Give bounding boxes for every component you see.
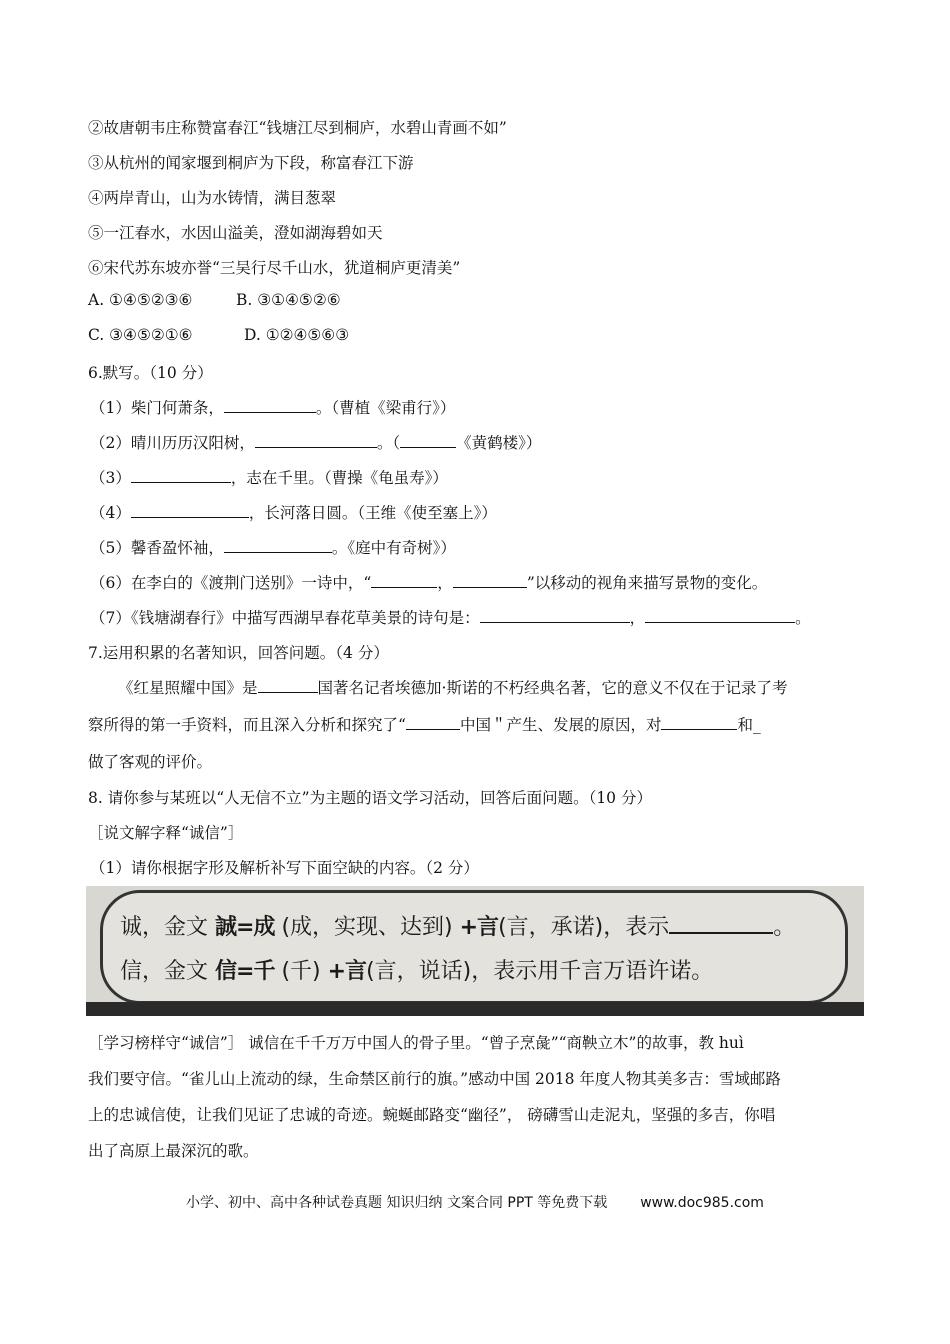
option-5: ⑤一江春水，水因山溢美，澄如湖海碧如天 <box>88 224 383 242</box>
answer-blank[interactable] <box>131 502 249 519</box>
q6-item-4: （4） ，长河落日圆。（王维《使至塞上》） <box>90 501 497 523</box>
photo-cropped-text-band <box>86 1002 864 1016</box>
q7-paragraph-line-1: 《红星照耀中国》是 国著名记者埃德加·斯诺的不朽经典名著，它的意义不仅在于记录了考 <box>118 676 787 698</box>
textbook-photo <box>86 886 864 1016</box>
learning-paragraph-line-2: 我们要守信。“雀儿山上流动的绿，生命禁区前行的旗。”感动中国 2018 年度人物其美多吉：雪域邮路 <box>88 1070 781 1088</box>
learning-paragraph-line-3: 上的忠诚信使，让我们见证了忠诚的奇迹。蜿蜒邮路变“幽径”， 磅礴雪山走泥丸，坚强的多吉，你唱 <box>88 1106 776 1124</box>
bronze-script-glyph: 信=千 <box>215 959 275 984</box>
answer-blank[interactable] <box>255 432 377 449</box>
answer-blank[interactable] <box>224 397 316 414</box>
q6-item-2: （2）晴川历历汉阳树， 。（ 《黄鹤楼》） <box>90 431 541 453</box>
answer-blank[interactable] <box>400 432 456 449</box>
footer-text: 小学、初中、高中各种试卷真题 知识归纳 文案合同 PPT 等免费下载 <box>186 1195 608 1211</box>
option-3: ③从杭州的闻家堰到桐庐为下段，称富春江下游 <box>88 154 414 172</box>
choice-c: C. ③④⑤②①⑥ <box>88 326 193 344</box>
choice-d: D. ①②④⑤⑥③ <box>244 326 350 344</box>
answer-blank[interactable] <box>645 607 795 624</box>
answer-blank[interactable] <box>406 714 460 731</box>
q6-item-3: （3） ，志在千里。（曹操《龟虽寿》） <box>90 466 448 488</box>
q7-paragraph-line-3: 做了客观的评价。 <box>88 753 213 771</box>
q6-item-6: （6）在李白的《渡荆门送别》一诗中，“ ， ”以移动的视角来描写景物的变化。 <box>90 571 767 593</box>
option-6: ⑥宋代苏东坡亦誉“三吴行尽千山水，犹道桐庐更清美” <box>88 259 461 277</box>
q6-item-1: （1）柴门何萧条， 。（曹植《梁甫行》） <box>90 396 455 418</box>
answer-blank[interactable] <box>661 714 737 731</box>
photo-answer-blank[interactable] <box>669 910 773 934</box>
q6-item-7: （7）《钱塘湖春行》中描写西湖早春花草美景的诗句是： ， 。 <box>90 606 811 628</box>
q6-title: 6.默写。（10 分） <box>88 364 213 382</box>
q7-paragraph-line-2: 察所得的第一手资料，而且深入分析和探究了“ 中国＂产生、发展的原因，对 和_ <box>88 713 761 735</box>
answer-blank[interactable] <box>371 572 437 589</box>
q6-item-5: （5）馨香盈怀袖， 。《庭中有奇树》） <box>90 536 456 558</box>
footer-url[interactable]: www.doc985.com <box>640 1195 764 1211</box>
option-2: ②故唐朝韦庄称赞富春江“钱塘江尽到桐庐，水碧山青画不如” <box>88 119 507 137</box>
answer-blank[interactable] <box>224 537 332 554</box>
q7-title: 7.运用积累的名著知识，回答问题。（4 分） <box>88 644 389 662</box>
bronze-script-glyph: 誠=成 <box>215 915 275 940</box>
answer-blank[interactable] <box>480 607 630 624</box>
q8-section-heading: ［说文解字释“诚信”］ <box>88 824 244 842</box>
answer-blank[interactable] <box>258 677 318 694</box>
choice-b: B. ③①④⑤②⑥ <box>236 291 341 309</box>
bronze-script-glyph: +言 <box>327 959 367 984</box>
photo-row-xin: 信，金文 信=千 (千) +言(言，说话)，表示用千言万语许诺。 <box>120 959 714 984</box>
learning-paragraph-line-1: ［学习榜样守“诚信”］ 诚信在千千万万中国人的骨子里。“曾子烹彘”“商鞅立木”的故事，教 huì <box>88 1034 744 1052</box>
q8-question-1: （1）请你根据字形及解析补写下面空缺的内容。（2 分） <box>90 859 479 877</box>
learning-paragraph-line-4: 出了高原上最深沉的歌。 <box>88 1142 259 1160</box>
option-4: ④两岸青山，山为水铸情，满目葱翠 <box>88 189 337 207</box>
choice-a: A. ①④⑤②③⑥ <box>88 291 193 309</box>
speech-bubble <box>100 890 848 1004</box>
photo-row-cheng: 诚，金文 誠=成 (成，实现、达到) +言(言，承诺)，表示 。 <box>120 910 795 941</box>
q8-title: 8. 请你参与某班以“人无信不立”为主题的语文学习活动，回答后面问题。（10 分） <box>88 789 652 807</box>
answer-blank[interactable] <box>453 572 527 589</box>
bronze-script-glyph: +言 <box>459 915 499 940</box>
answer-blank[interactable] <box>131 467 231 484</box>
page-footer <box>0 1192 950 1212</box>
